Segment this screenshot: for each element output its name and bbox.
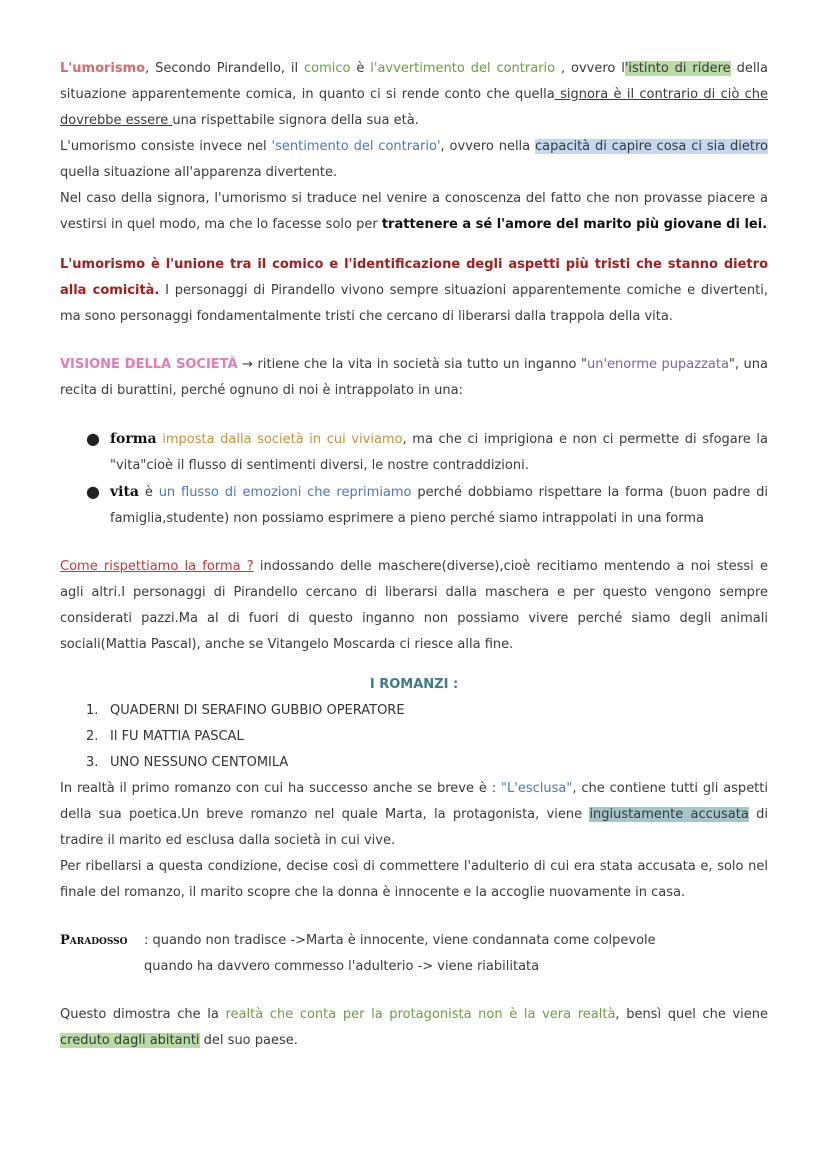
paradosso-line-1: Paradosso : quando non tradisce ->Marta è innocente, viene condannata come colpevole	[60, 928, 768, 954]
romanzi-heading: I ROMANZI	[369, 677, 449, 692]
pupazzata-term: un'enorme pupazzata	[587, 357, 729, 372]
bullet-icon: ●	[86, 429, 100, 448]
vita-term: vita	[110, 484, 139, 500]
forma-vita-list	[60, 426, 768, 532]
umorismo-title: L'umorismo	[60, 61, 146, 76]
arrow-glyph: →	[237, 357, 258, 372]
bullet-icon: ●	[86, 482, 100, 501]
signora-underline: signora è il contrario di ciò che dovrebbe essere	[60, 87, 768, 128]
umorismo-definition: L'umorismo è l'unione tra il comico e l'identificazione degli aspetti più tristi che stanno dietro alla comicità.	[60, 257, 768, 298]
comico-term: comico	[304, 61, 351, 76]
list-item-forma: ● forma imposta dalla società in cui viviamo, ma che ci imprigiona e non ci permette di sfogare la "vita"cioè il flusso di sentimenti diversi, le nostre contraddizioni.	[84, 426, 768, 479]
umorismo-paragraph-1: L'umorismo, Secondo Pirandello, il comico è l'avvertimento del contrario , ovvero l'istinto di ridere della situazione apparentemente comica, in quanto ci si rende conto che quella signora è il contrario di ciò che dovrebbe essere una rispettabile signora della sua età.	[60, 61, 769, 128]
romanzi-list	[60, 698, 768, 776]
conclusione-paragraph: Questo dimostra che la realtà che conta per la protagonista non è la vera realtà, bensì quel che viene creduto dagli abitanti del suo paese.	[60, 1007, 768, 1048]
forma-term: forma	[110, 431, 157, 447]
ribellarsi-paragraph: Per ribellarsi a questa condizione, decise così di commettere l'adulterio di cui era stata accusata e, solo nel finale del romanzo, il marito scopre che la donna è innocente e la accoglie nuovamente in casa.	[60, 859, 768, 900]
societa-paragraph: VISIONE DELLA SOCIETÀ → ritiene che la vita in società sia tutto un inganno "un'enorme pupazzata", una recita di burattini, perché ognuno di noi è intrappolato in una:	[60, 357, 768, 398]
creduto-highlight: creduto dagli abitanti	[60, 1033, 200, 1048]
esclusa-title: "L'esclusa"	[501, 781, 573, 796]
esclusa-paragraph: In realtà il primo romanzo con cui ha successo anche se breve è : "L'esclusa", che contiene tutti gli aspetti della sua poetica.Un breve romanzo nel quale Marta, la protagonista, viene ingiustamente accusata di tradire il marito ed esclusa dalla società in cui vive.	[60, 781, 769, 848]
list-item-vita: ● vita è un flusso di emozioni che reprimiamo perché dobbiamo rispettare la forma (buon padre di famiglia,studente) non possiamo esprimere a pieno perché siamo intrappolati in una forma	[84, 479, 768, 532]
avvertimento-term: l'avvertimento del contrario	[370, 61, 556, 76]
umorismo-paragraph-2: L'umorismo consiste invece nel 'sentimento del contrario', ovvero nella capacità di capire cosa ci sia dietro quella situazione all'apparenza divertente.	[60, 139, 768, 180]
sentimento-term: 'sentimento del contrario'	[271, 139, 441, 154]
istinto-highlight: 'istinto di ridere	[624, 61, 731, 76]
ingiustamente-highlight: ingiustamente accusata	[589, 807, 749, 822]
trattenere-bold: trattenere a sé l'amore del marito più giovane di lei.	[381, 217, 768, 232]
romanzi-heading-line: I ROMANZI :	[369, 677, 459, 692]
umorismo-paragraph-3: Nel caso della signora, l'umorismo si traduce nel venire a conoscenza del fatto che non provasse piacere a vestirsi in quel modo, ma che lo facesse solo per trattenere a sé l'amore del marito più giovane di lei.	[60, 191, 768, 232]
maschere-paragraph: Come rispettiamo la forma ? indossando delle maschere(diverse),cioè recitiamo mentendo a noi stessi e agli altri.I personaggi di Pirandello cercano di liberarsi dalla maschera e per questo vengono sempre considerati pazzi.Ma al di fuori di questo inganno non possiamo vivere perché siamo degli animali sociali(Mattia Pascal), anche se Vitangelo Moscarda ci riesce alla fine.	[60, 559, 768, 652]
capacita-highlight: capacità di capire cosa ci sia dietro	[534, 139, 768, 154]
paradosso-label: Paradosso	[60, 933, 128, 948]
maschere-question: Come rispettiamo la forma ?	[60, 559, 254, 574]
list-item: 2. Il FU MATTIA PASCAL	[86, 729, 244, 744]
realta-term: realtà che conta per la protagonista non è la vera realtà	[225, 1007, 616, 1022]
paradosso-line-2: quando ha davvero commesso l'adulterio -> viene riabilitata	[144, 959, 540, 974]
umorismo-paragraph-4: L'umorismo è l'unione tra il comico e l'identificazione degli aspetti più tristi che stanno dietro alla comicità. I personaggi di Pirandello vivono sempre situazioni apparentemente comiche e divertenti, ma sono personaggi fondamentalmente tristi che cercano di liberarsi dalla trappola della vita.	[60, 257, 768, 324]
societa-heading: VISIONE DELLA SOCIETÀ	[60, 357, 238, 372]
list-item: 3. UNO NESSUNO CENTOMILA	[86, 755, 289, 770]
list-item: 1. QUADERNI DI SERAFINO GUBBIO OPERATORE	[86, 703, 405, 718]
